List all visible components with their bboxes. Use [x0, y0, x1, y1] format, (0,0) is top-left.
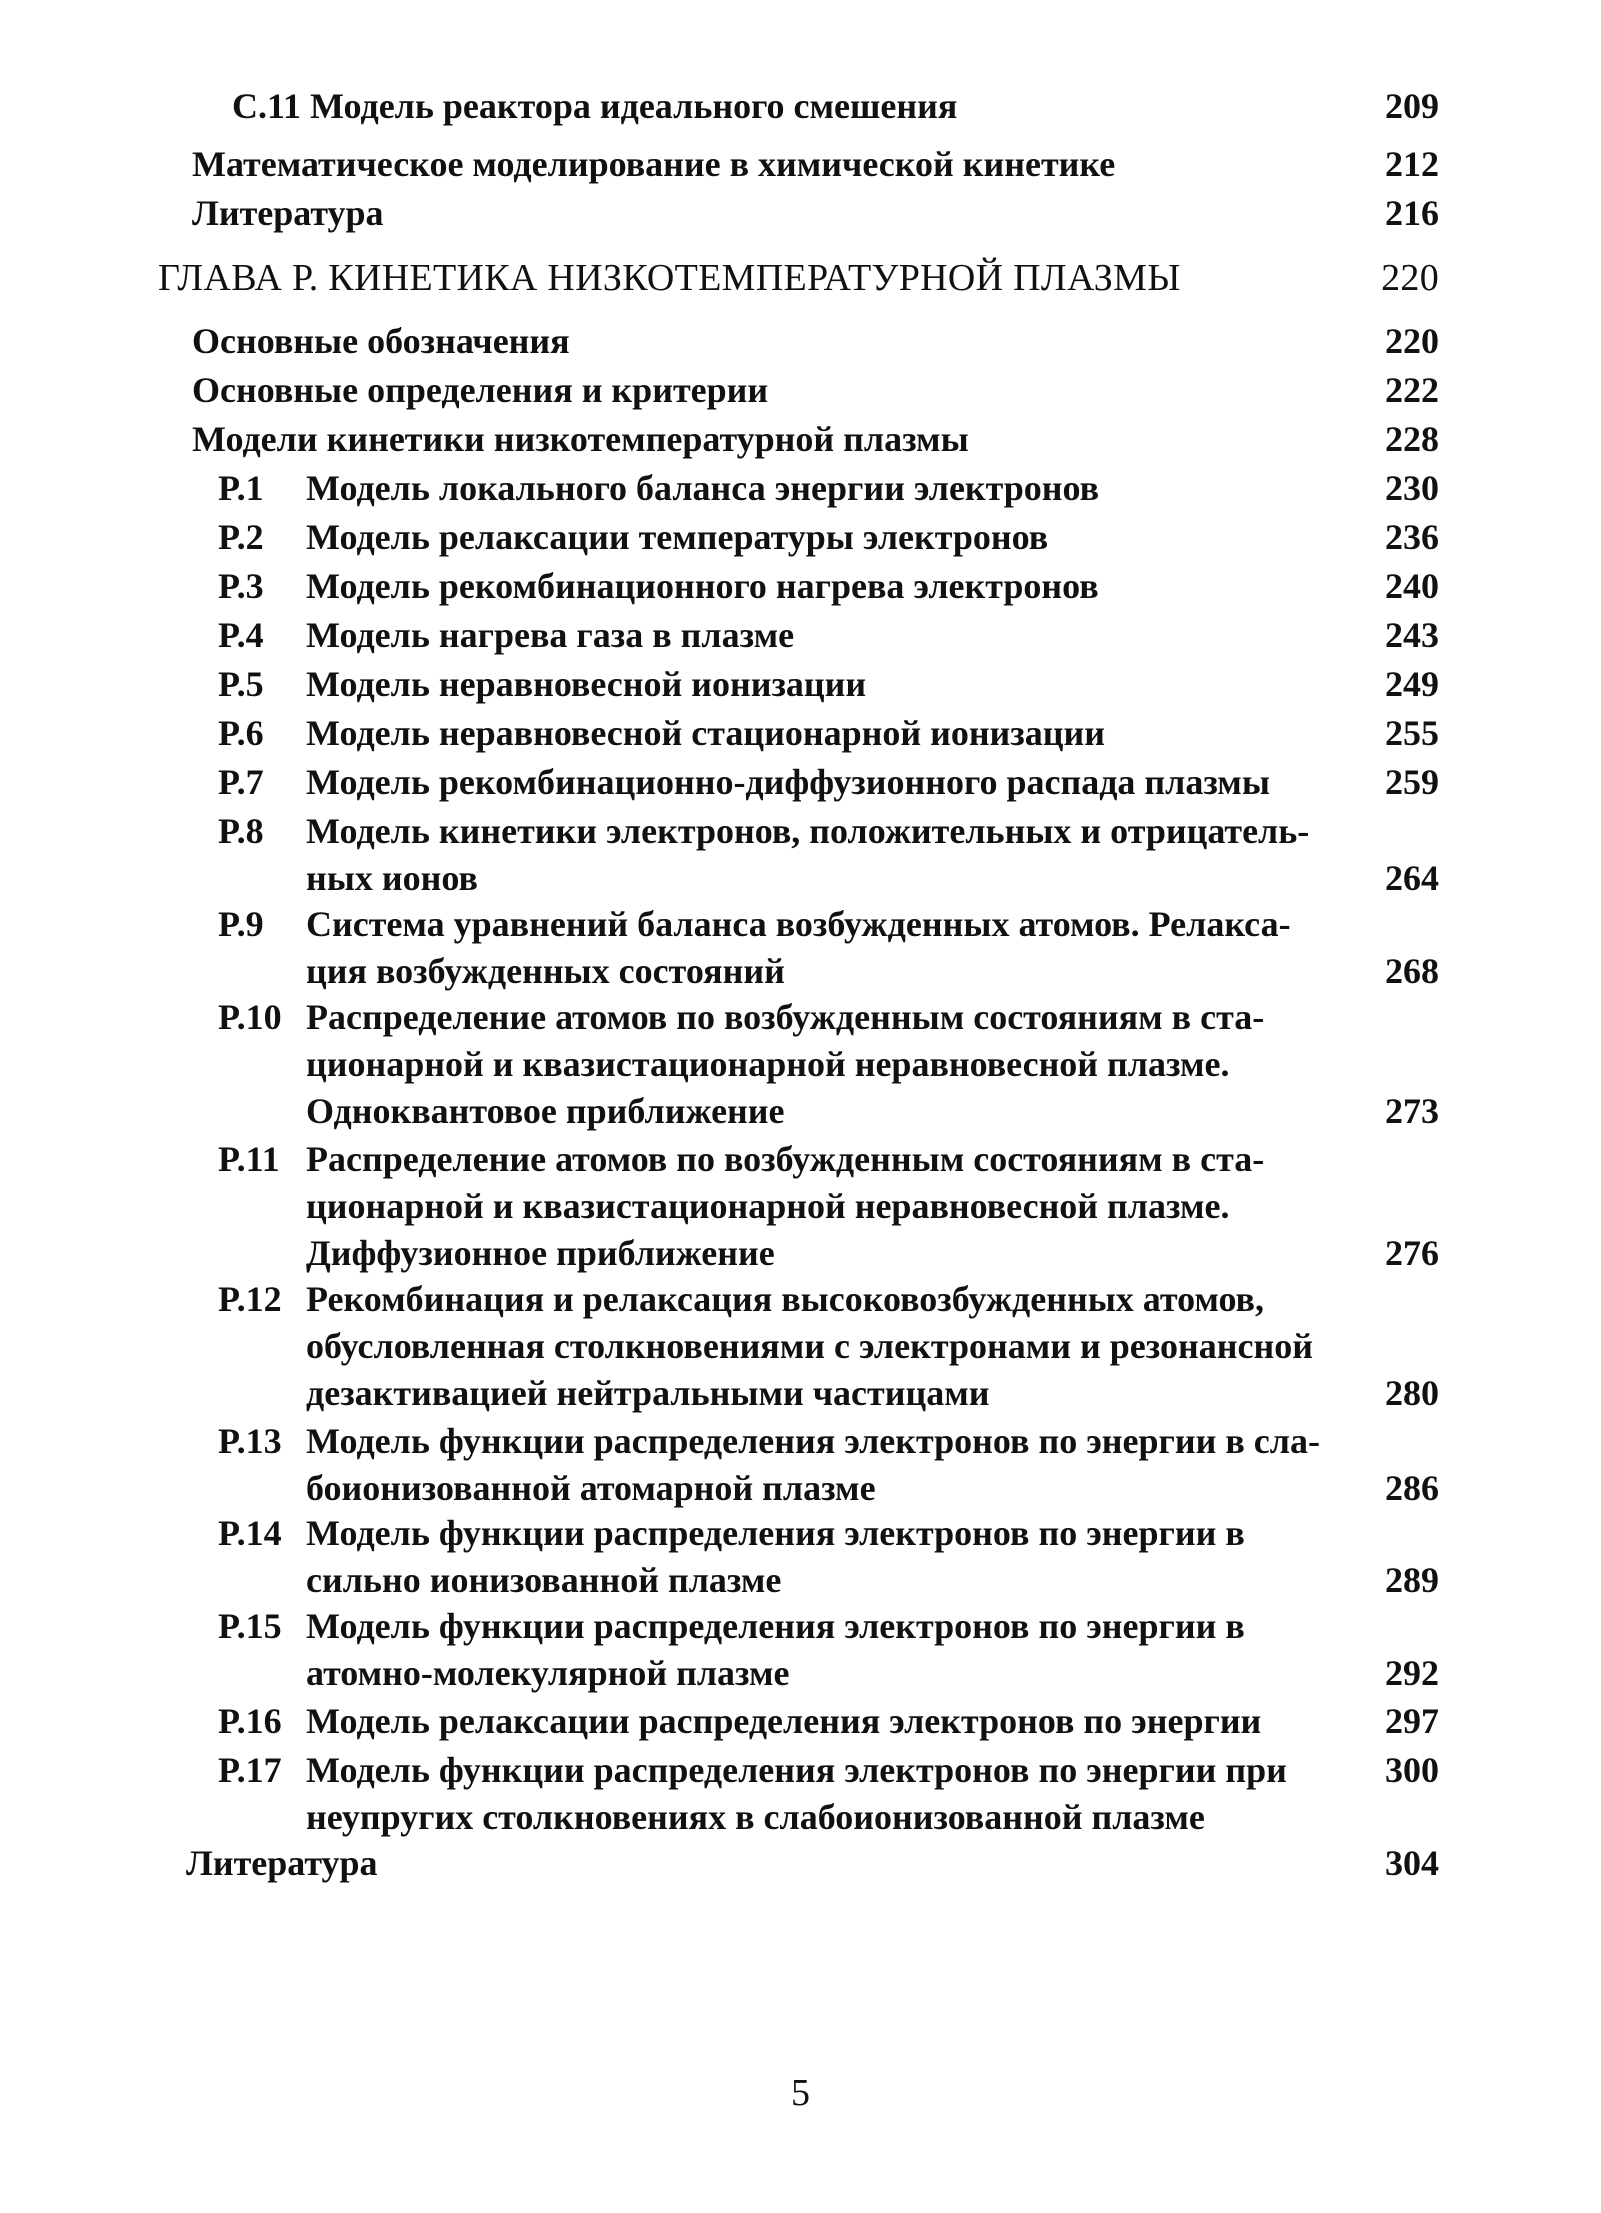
toc-entry-title-line: Модель функции распределения электронов по энергии в	[306, 1606, 1245, 1646]
toc-entry-page: 230	[1385, 468, 1439, 508]
toc-entry-title	[186, 1840, 378, 1887]
toc-entry-title	[158, 255, 1181, 302]
toc-entry-page: 216	[1385, 193, 1439, 233]
toc-entry-title	[306, 1418, 1320, 1512]
toc-entry-title	[232, 83, 957, 130]
toc-entry-title-line: сильно ионизованной плазме	[306, 1560, 782, 1600]
toc-entry-title	[192, 367, 768, 414]
toc-entry-title-line: Модель релаксации температуры электронов	[306, 517, 1049, 557]
toc-entry-title-line: Модель рекомбинационного нагрева электронов	[306, 566, 1099, 606]
toc-entry-number: P.2	[218, 517, 264, 557]
toc-entry-title-line: Модель нагрева газа в плазме	[306, 615, 795, 655]
toc-entry-number: P.16	[218, 1701, 282, 1741]
toc-entry-page: 259	[1385, 762, 1439, 802]
toc-entry-page: 228	[1385, 419, 1439, 459]
toc-entry-title-line: Модель релаксации распределения электронов по энергии	[306, 1701, 1262, 1741]
toc-entry-title-line: Система уравнений баланса возбужденных атомов. Релакса-	[306, 904, 1291, 944]
toc-entry-page: 236	[1385, 517, 1439, 557]
toc-entry-title-line: ция возбужденных состояний	[306, 951, 785, 991]
toc-entry-page: 280	[1385, 1373, 1439, 1413]
toc-entry-page: 289	[1385, 1560, 1439, 1600]
toc-entry-number: P.13	[218, 1421, 282, 1461]
toc-entry-title	[306, 1603, 1245, 1697]
toc-entry-title-line: Литература	[186, 1843, 378, 1883]
toc-entry-number: P.11	[218, 1139, 280, 1179]
toc-entry-title	[306, 1698, 1261, 1745]
toc-entry-page: 292	[1385, 1653, 1439, 1693]
toc-entry-title-line: Основные определения и критерии	[192, 370, 769, 410]
toc-entry-title-line: Модель неравновесной ионизации	[306, 664, 867, 704]
toc-entry-title-line: ционарной и квазистационарной неравновесной плазме.	[306, 1044, 1230, 1084]
toc-entry-title-line: обусловленная столкновениями с электронами и резонансной	[306, 1326, 1313, 1366]
toc-entry-page: 249	[1385, 664, 1439, 704]
toc-entry-number: P.12	[218, 1279, 282, 1319]
toc-entry-number: P.14	[218, 1513, 282, 1553]
toc-entry-page: 222	[1385, 370, 1439, 410]
toc-entry-title	[306, 563, 1099, 610]
toc-entry-page: 240	[1385, 566, 1439, 606]
toc-entry-title	[306, 1136, 1264, 1277]
toc-entry-title	[192, 318, 570, 365]
toc-entry-title-line: атомно-молекулярной плазме	[306, 1653, 790, 1693]
toc-entry-number: P.4	[218, 615, 264, 655]
toc-entry-title	[306, 612, 794, 659]
toc-entry-number: P.7	[218, 762, 264, 802]
toc-entry-title-line: ных ионов	[306, 858, 478, 898]
toc-entry-title-line: Модель неравновесной стационарной ионизации	[306, 713, 1105, 753]
toc-entry-number: P.6	[218, 713, 264, 753]
toc-entry-title-line: Математическое моделирование в химической кинетике	[192, 144, 1116, 184]
toc-entry-title-line: Литература	[192, 193, 384, 233]
toc-entry-title-line: боионизованной атомарной плазме	[306, 1468, 876, 1508]
toc-entry-page: 304	[1385, 1843, 1439, 1883]
toc-entry-page: 300	[1385, 1750, 1439, 1790]
toc-entry-title	[192, 190, 384, 237]
toc-entry-page: 276	[1385, 1233, 1439, 1273]
toc-entry-title-line: Распределение атомов по возбужденным состояниям в ста-	[306, 1139, 1265, 1179]
toc-entry-title	[306, 808, 1309, 902]
toc-entry-title-line: Распределение атомов по возбужденным состояниям в ста-	[306, 997, 1265, 1037]
toc-entry-page: 220	[1381, 257, 1439, 299]
toc-entry-page: 209	[1385, 86, 1439, 126]
toc-entry-title	[306, 1747, 1287, 1841]
toc-entry-page: 212	[1385, 144, 1439, 184]
toc-entry-title-line: неупругих столкновениях в слабоионизованной плазме	[306, 1797, 1205, 1837]
toc-entry-number: P.5	[218, 664, 264, 704]
toc-entry-page: 286	[1385, 1468, 1439, 1508]
toc-entry-number: P.17	[218, 1750, 282, 1790]
toc-entry-title-line: Модель функции распределения электронов по энергии в	[306, 1513, 1245, 1553]
toc-entry-title	[306, 1276, 1313, 1417]
toc-entry-number: P.15	[218, 1606, 282, 1646]
toc-entry-title	[192, 416, 969, 463]
toc-entry-title-line: Диффузионное приближение	[306, 1233, 775, 1273]
toc-entry-page: 268	[1385, 951, 1439, 991]
toc-entry-title-line: ГЛАВА Р. КИНЕТИКА НИЗКОТЕМПЕРАТУРНОЙ ПЛАЗМЫ	[158, 257, 1181, 299]
toc-entry-page: 255	[1385, 713, 1439, 753]
toc-entry-page: 243	[1385, 615, 1439, 655]
toc-entry-title-line: Одноквантовое приближение	[306, 1091, 785, 1131]
toc-entry-title-line: Модель функции распределения электронов по энергии в сла-	[306, 1421, 1320, 1461]
toc-entry-title	[306, 514, 1048, 561]
toc-entry-page: 264	[1385, 858, 1439, 898]
toc-entry-number: P.10	[218, 997, 282, 1037]
toc-entry-title	[306, 465, 1099, 512]
toc-entry-page: 220	[1385, 321, 1439, 361]
toc-entry-title-line: Модель кинетики электронов, положительных и отрицатель-	[306, 811, 1310, 851]
toc-entry-title-line: ционарной и квазистационарной неравновесной плазме.	[306, 1186, 1230, 1226]
page-number: 5	[791, 2072, 810, 2114]
toc-entry-title	[306, 661, 866, 708]
toc-entry-title	[306, 759, 1270, 806]
toc-entry-title-line: Модель функции распределения электронов по энергии при	[306, 1750, 1287, 1790]
toc-entry-number: P.9	[218, 904, 264, 944]
toc-entry-title-line: Основные обозначения	[192, 321, 570, 361]
toc-entry-title-line: C.11 Модель реактора идеального смешения	[232, 86, 958, 126]
toc-entry-page: 297	[1385, 1701, 1439, 1741]
toc-entry-title-line: Модель локального баланса энергии электронов	[306, 468, 1100, 508]
toc-entry-title	[306, 1510, 1245, 1604]
toc-entry-title	[192, 141, 1115, 188]
toc-entry-title-line: дезактивацией нейтральными частицами	[306, 1373, 990, 1413]
toc-entry-number: P.1	[218, 468, 264, 508]
toc-entry-page: 273	[1385, 1091, 1439, 1131]
toc-entry-number: P.3	[218, 566, 264, 606]
toc-entry-title-line: Рекомбинация и релаксация высоковозбужденных атомов,	[306, 1279, 1264, 1319]
toc-entry-title-line: Модель рекомбинационно-диффузионного распада плазмы	[306, 762, 1270, 802]
toc-entry-title	[306, 710, 1105, 757]
toc-entry-title	[306, 994, 1264, 1135]
toc-entry-title-line: Модели кинетики низкотемпературной плазмы	[192, 419, 969, 459]
toc-entry-title	[306, 901, 1291, 995]
toc-entry-number: P.8	[218, 811, 264, 851]
